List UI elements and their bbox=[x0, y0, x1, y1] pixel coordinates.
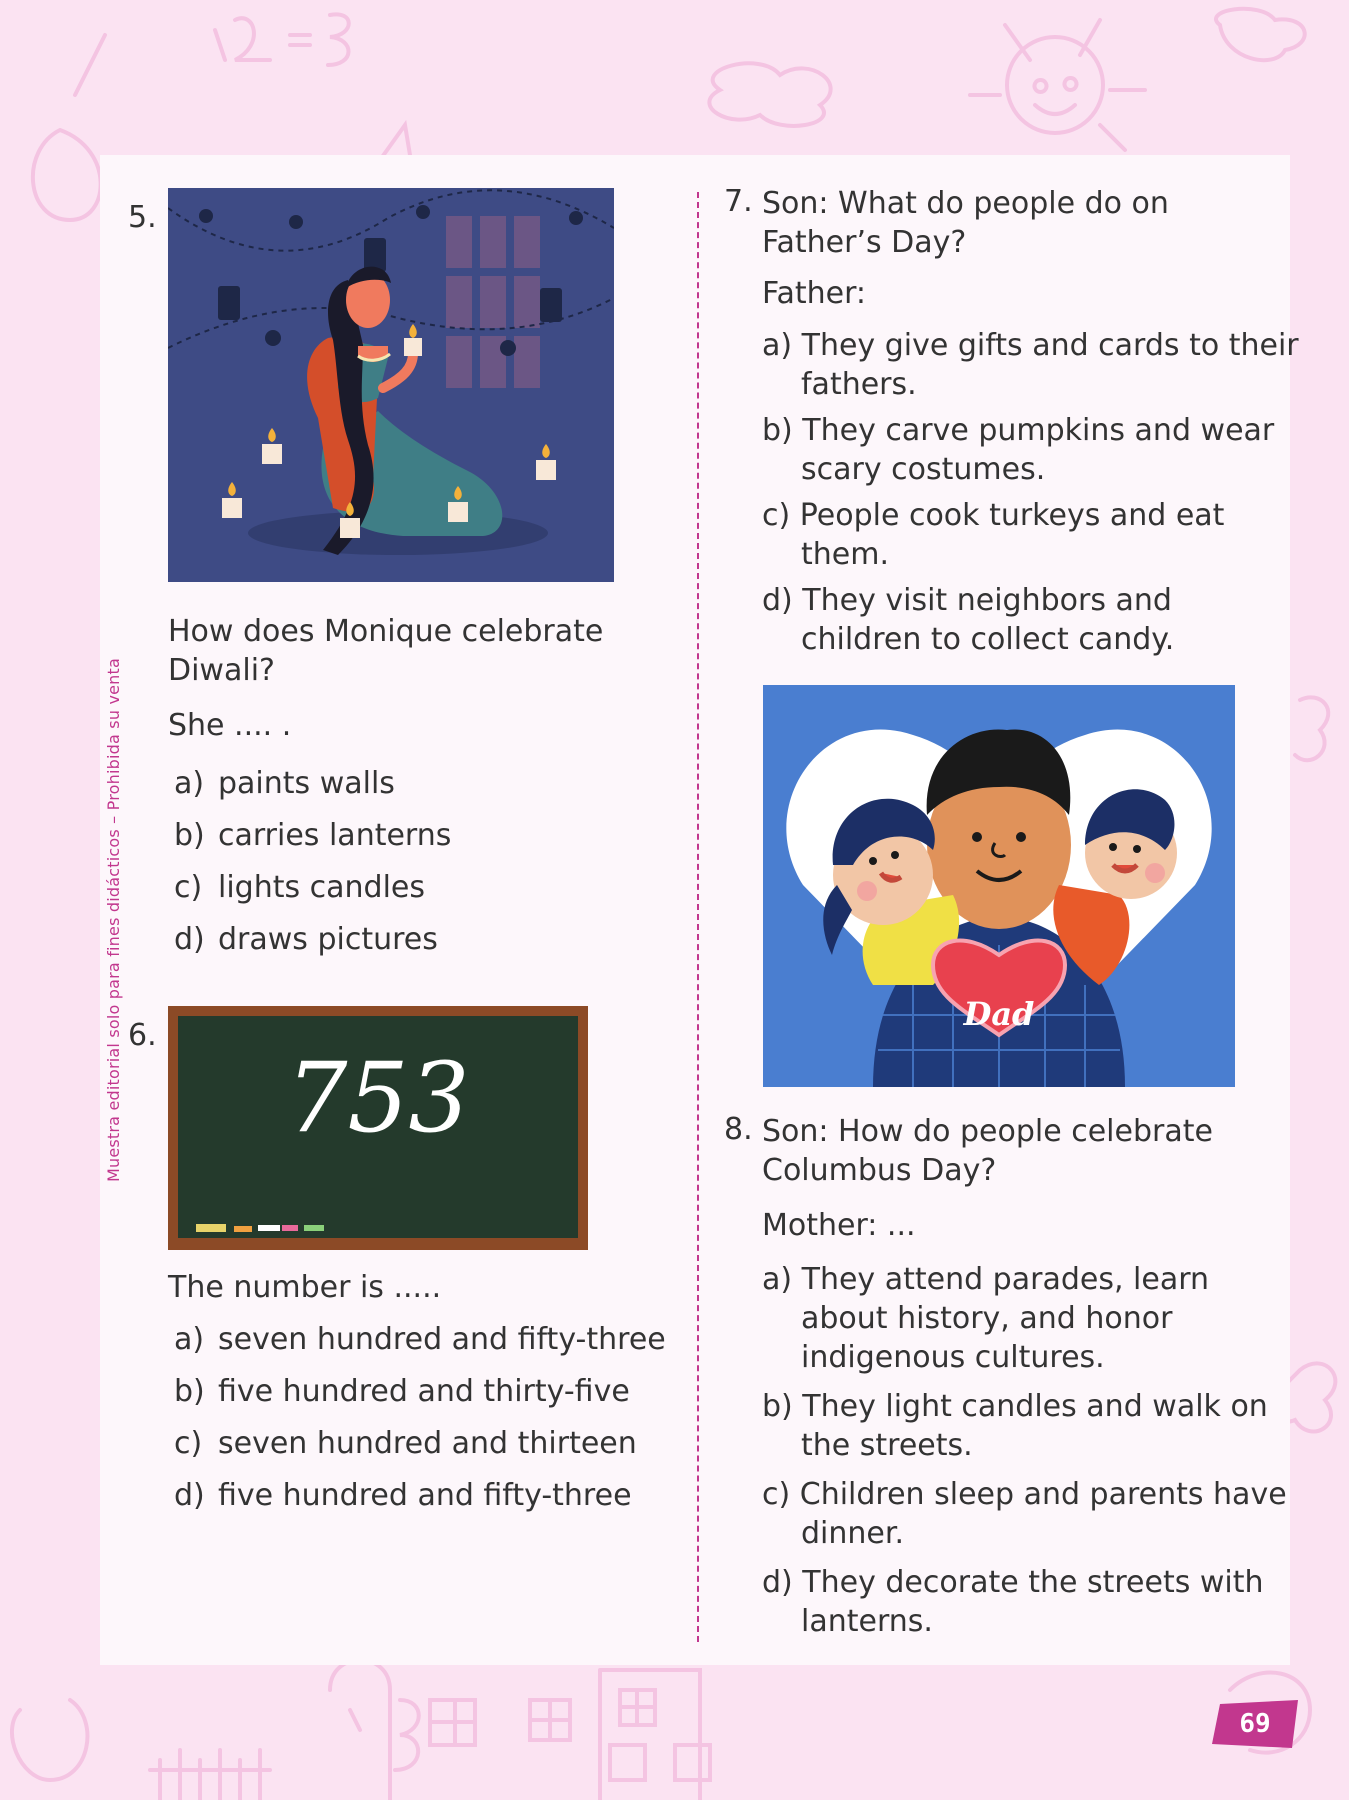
option-text: They give gifts and cards to their fathers. bbox=[801, 328, 1299, 402]
q5-option-d[interactable] bbox=[174, 920, 438, 959]
q5-option-a[interactable] bbox=[174, 764, 395, 803]
page-number: 69 bbox=[1239, 1709, 1271, 1739]
q5-option-b[interactable] bbox=[174, 816, 451, 855]
option-letter: c) bbox=[174, 870, 203, 905]
option-text: They visit neighbors and children to collect candy. bbox=[801, 583, 1175, 657]
q7-question: Son: What do people do on Father’s Day? bbox=[762, 186, 1169, 260]
chalk-piece bbox=[282, 1225, 298, 1231]
q8-option-c[interactable] bbox=[762, 1475, 1301, 1553]
q7-option-d[interactable] bbox=[762, 581, 1301, 659]
option-letter: a) bbox=[762, 328, 793, 363]
column-divider bbox=[697, 192, 699, 1642]
heart-label: Dad bbox=[963, 995, 1035, 1033]
chalk-piece bbox=[234, 1226, 252, 1232]
q8-prompt: Mother: ... bbox=[762, 1208, 916, 1243]
option-text: draws pictures bbox=[218, 922, 438, 957]
page-number-tab bbox=[1212, 1700, 1298, 1748]
option-text: Children sleep and parents have dinner. bbox=[799, 1477, 1287, 1551]
q8-number: 8. bbox=[724, 1112, 753, 1147]
option-letter: c) bbox=[174, 1426, 203, 1461]
chalk-piece bbox=[258, 1225, 280, 1231]
fathers-day-illustration bbox=[763, 685, 1235, 1087]
option-letter: a) bbox=[174, 766, 205, 801]
chalkboard-image bbox=[168, 1006, 588, 1250]
option-text: People cook turkeys and eat them. bbox=[799, 498, 1225, 572]
option-text: carries lanterns bbox=[218, 818, 452, 853]
q8-question: Son: How do people celebrate Columbus Day? bbox=[762, 1114, 1213, 1188]
option-letter: d) bbox=[174, 1478, 205, 1513]
option-letter: b) bbox=[174, 1374, 205, 1409]
option-letter: a) bbox=[174, 1322, 205, 1357]
q7-number: 7. bbox=[724, 184, 753, 219]
side-note-text: Muestra editorial solo para fines didácticos – Prohibida su venta bbox=[104, 658, 123, 1182]
chalk-piece bbox=[304, 1225, 324, 1231]
q8-option-a[interactable] bbox=[762, 1260, 1281, 1377]
q5-question: How does Monique celebrate Diwali? bbox=[168, 614, 604, 688]
option-text: paints walls bbox=[218, 766, 395, 801]
option-text: They carve pumpkins and wear scary costumes. bbox=[801, 413, 1275, 487]
option-letter: a) bbox=[762, 1262, 793, 1297]
q6-option-b[interactable] bbox=[174, 1372, 630, 1411]
option-text: seven hundred and fifty-three bbox=[218, 1322, 666, 1357]
board-number: 753 bbox=[286, 1042, 470, 1154]
q7-option-c[interactable] bbox=[762, 496, 1301, 574]
option-letter: b) bbox=[174, 818, 205, 853]
q6-number: 6. bbox=[128, 1018, 157, 1053]
q6-option-a[interactable] bbox=[174, 1320, 666, 1359]
q5-prompt: She .... . bbox=[168, 708, 292, 743]
option-letter: d) bbox=[174, 922, 205, 957]
option-text: lights candles bbox=[218, 870, 426, 905]
option-letter: b) bbox=[762, 1389, 793, 1424]
q7-option-a[interactable] bbox=[762, 326, 1301, 404]
option-letter: b) bbox=[762, 413, 793, 448]
q5-number: 5. bbox=[128, 200, 157, 235]
chalk-piece bbox=[196, 1224, 226, 1232]
q5-option-c[interactable] bbox=[174, 868, 425, 907]
option-letter: c) bbox=[762, 1477, 791, 1512]
q6-option-d[interactable] bbox=[174, 1476, 632, 1515]
option-text: seven hundred and thirteen bbox=[218, 1426, 637, 1461]
q8-option-b[interactable] bbox=[762, 1387, 1301, 1465]
option-text: They attend parades, learn about history, and honor indigenous cultures. bbox=[801, 1262, 1210, 1375]
option-letter: d) bbox=[762, 1565, 793, 1600]
chalkboard-surface bbox=[178, 1016, 578, 1238]
option-text: five hundred and fifty-three bbox=[218, 1478, 632, 1513]
option-letter: c) bbox=[762, 498, 791, 533]
q7-option-b[interactable] bbox=[762, 411, 1301, 489]
diwali-illustration bbox=[168, 188, 614, 582]
q6-prompt: The number is ..... bbox=[168, 1270, 442, 1305]
option-text: five hundred and thirty-five bbox=[218, 1374, 630, 1409]
q8-option-d[interactable] bbox=[762, 1563, 1301, 1641]
option-text: They light candles and walk on the streets. bbox=[801, 1389, 1268, 1463]
q6-option-c[interactable] bbox=[174, 1424, 637, 1463]
q7-prompt: Father: bbox=[762, 276, 867, 311]
option-letter: d) bbox=[762, 583, 793, 618]
option-text: They decorate the streets with lanterns. bbox=[801, 1565, 1264, 1639]
